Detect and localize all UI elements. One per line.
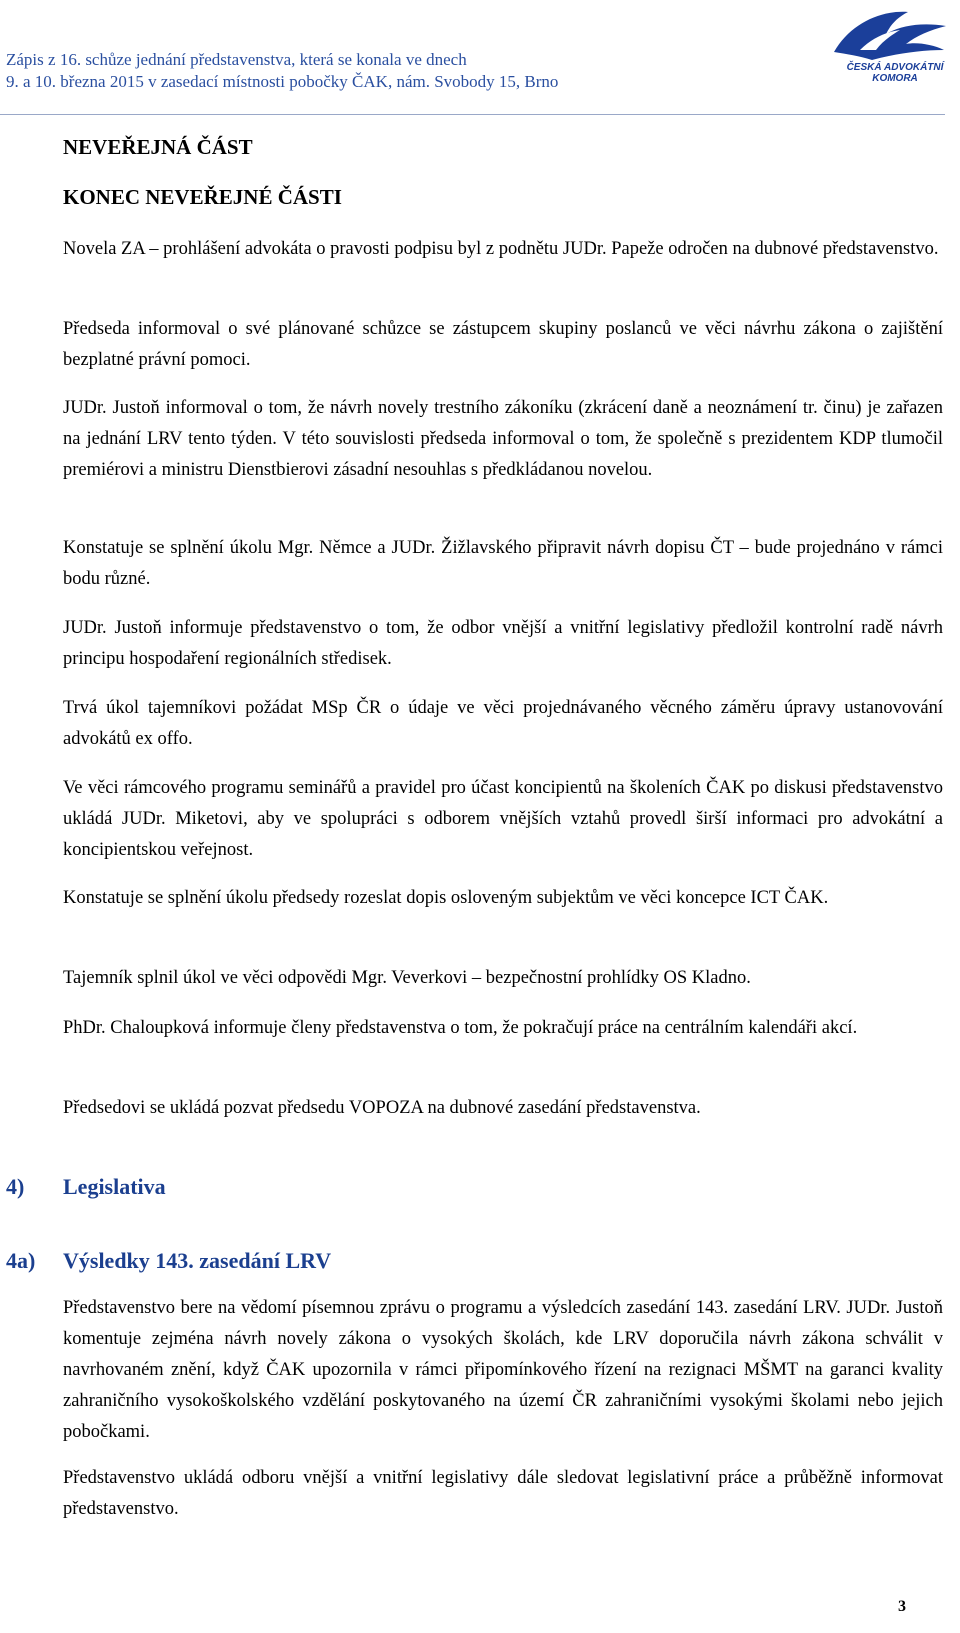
paragraph: JUDr. Justoň informuje představenstvo o tom, že odbor vnější a vnitřní legislativy předložil kontrolní radě návrh principu hospodaření regionálních středisek. — [63, 618, 943, 669]
paragraph: Konstatuje se splnění úkolu předsedy rozeslat dopis osloveným subjektům ve věci koncepce ICT ČAK. — [63, 888, 829, 908]
paragraph: Tajemník splnil úkol ve věci odpovědi Mgr. Veverkovi – bezpečnostní prohlídky OS Kladno. — [63, 968, 751, 988]
section-4-number: 4) — [6, 1174, 25, 1199]
document-title-line-2: 9. a 10. března 2015 v zasedací místnosti pobočky ČAK, nám. Svobody 15, Brno — [6, 72, 559, 91]
paragraph: Předseda informoval o své plánované schůzce se zástupcem skupiny poslanců ve věci návrhu zákona o zajištění bezplatné právní pomoci. — [63, 319, 943, 370]
section-4a-title: Výsledky 143. zasedání LRV — [63, 1248, 332, 1273]
heading-end-nonpublic-part: KONEC NEVEŘEJNÉ ČÁSTI — [63, 185, 342, 209]
heading-nonpublic-part: NEVEŘEJNÁ ČÁST — [63, 135, 253, 159]
paragraph: Předsedovi se ukládá pozvat předsedu VOPOZA na dubnové zasedání představenstva. — [63, 1098, 701, 1118]
logo-line-1: ČESKÁ ADVOKÁTNÍ — [846, 62, 944, 73]
cak-logo-wordmark — [830, 62, 960, 84]
paragraph: Ve věci rámcového programu seminářů a pravidel pro účast koncipientů na školeních ČAK po diskusi představenstvo ukládá JUDr. Miketovi, aby ve spolupráci s odborem vnějších vztahů provedl širší informaci pro advokátní a koncipientskou veřejnost. — [63, 778, 943, 860]
paragraph: Představenstvo ukládá odboru vnější a vnitřní legislativy dále sledovat legislativní práce a průběžně informovat představenstvo. — [63, 1468, 943, 1519]
paragraph: Novela ZA – prohlášení advokáta o pravosti podpisu byl z podnětu JUDr. Papeže odročen na dubnové představenstvo. — [63, 239, 939, 259]
logo-line-2: KOMORA — [872, 73, 918, 84]
page-header — [0, 0, 960, 118]
paragraph: PhDr. Chaloupková informuje členy představenstva o tom, že pokračují práce na centrálním kalendáři akcí. — [63, 1018, 858, 1038]
paragraph: Trvá úkol tajemníkovi požádat MSp ČR o údaje ve věci projednávaného věcného záměru úpravy ustanovování advokátů ex offo. — [63, 698, 943, 749]
header-divider — [0, 114, 945, 115]
document-title — [6, 49, 766, 93]
page-number: 3 — [898, 1598, 906, 1615]
section-4-title: Legislativa — [63, 1174, 166, 1199]
paragraph: Konstatuje se splnění úkolu Mgr. Němce a JUDr. Žižlavského připravit návrh dopisu ČT – bude projednáno v rámci bodu různé. — [63, 538, 943, 589]
document-title-line-1: Zápis z 16. schůze jednání představenstva, která se konala ve dnech — [6, 50, 467, 69]
section-4a-number: 4a) — [6, 1248, 36, 1273]
paragraph: Představenstvo bere na vědomí písemnou zprávu o programu a výsledcích zasedání 143. zasedání LRV. JUDr. Justoň komentuje zejména návrh novely zákona o vysokých školách, kde LRV doporučila návrh zákona schválit v navrhovaném znění, když ČAK upozornila v rámci připomínkového řízení na rezignaci MŠMT na garanci kvality zahraničního vysokoškolského vzdělání poskytovaného na území ČR zahraničními vysokými školami nebo jejich pobočkami. — [63, 1298, 943, 1442]
cak-logo-icon — [820, 4, 960, 64]
paragraph: JUDr. Justoň informoval o tom, že návrh novely trestního zákoníku (zkrácení daně a neoznámení tr. činu) je zařazen na jednání LRV tento týden. V této souvislosti předseda informoval o tom, že společně s prezidentem KDP tlumočil premiérovi a ministru Dienstbierovi zásadní nesouhlas s předkládanou novelou. — [63, 398, 943, 480]
cak-logo — [820, 4, 960, 94]
